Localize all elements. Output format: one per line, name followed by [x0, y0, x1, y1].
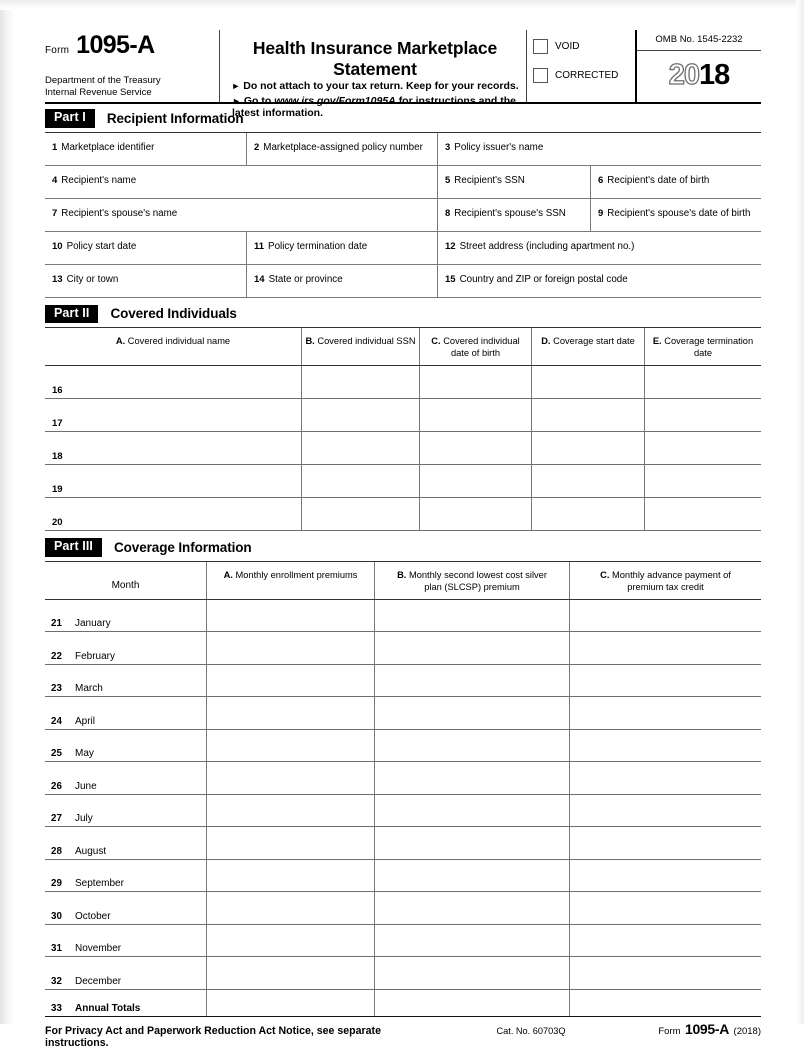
field-3-label: Policy issuer's name [454, 141, 544, 153]
column-header-slcsp-premium [374, 562, 569, 599]
field-12-number: 12 [445, 240, 456, 252]
p3-col-b-label: Monthly second lowest cost silver [408, 569, 547, 580]
part-3-tag: Part III [45, 538, 102, 557]
cell-covered-ssn[interactable] [301, 366, 419, 398]
p3-col-b-label2: plan (SLCSP) premium [424, 581, 520, 592]
cell-slcsp-premium[interactable] [374, 827, 569, 859]
cell-annual-slcsp-premium[interactable] [374, 990, 569, 1016]
col-e-label: Coverage termination date [664, 336, 754, 359]
col-e-key: E. [652, 336, 662, 346]
month-row [45, 795, 761, 828]
corrected-label: CORRECTED [555, 70, 619, 81]
cell-covered-name[interactable] [45, 432, 301, 464]
month-row-number: 23 [51, 683, 62, 695]
tax-year [669, 61, 730, 90]
tax-year-suffix: 18 [699, 59, 730, 91]
irs-form-url[interactable]: www.irs.gov/Form1095A [274, 95, 396, 107]
cell-covered-name[interactable] [45, 498, 301, 530]
field-spouse-dob[interactable] [590, 199, 761, 231]
table-row [45, 432, 761, 465]
page-edge-shadow-right [796, 0, 804, 1024]
cell-advance-payment[interactable] [569, 892, 761, 924]
col-b-key: B. [305, 336, 315, 346]
part-2-title: Covered Individuals [110, 306, 237, 322]
cell-covered-dob[interactable] [419, 432, 531, 464]
cell-enrollment-premium[interactable] [206, 665, 374, 697]
page-title: Health Insurance Marketplace Statement [252, 38, 498, 79]
cell-enrollment-premium[interactable] [206, 860, 374, 892]
p3-col-a-key: A. [223, 569, 233, 580]
month-row-number: 28 [51, 845, 62, 857]
month-row [45, 827, 761, 860]
field-13-number: 13 [52, 273, 63, 285]
month-label-cell [45, 860, 206, 892]
cell-slcsp-premium[interactable] [374, 860, 569, 892]
month-row [45, 925, 761, 958]
cell-coverage-start[interactable] [531, 399, 644, 431]
month-row-number: 22 [51, 650, 62, 662]
field-10-label: Policy start date [66, 240, 137, 252]
part-2-banner [45, 298, 761, 328]
month-row [45, 632, 761, 665]
page-edge-shadow-left [0, 0, 14, 1024]
col-c-label2: date of birth [450, 348, 501, 359]
page-edge-shadow-top [0, 0, 804, 10]
month-row-number: 27 [51, 813, 62, 825]
cell-enrollment-premium[interactable] [206, 795, 374, 827]
footer-form-word: Form [658, 1025, 681, 1037]
field-spouse-ssn[interactable] [437, 199, 590, 231]
month-label-cell [45, 925, 206, 957]
col-c-label: Covered individual [443, 336, 520, 346]
header-checkbox-group [527, 30, 637, 102]
cell-enrollment-premium[interactable] [206, 925, 374, 957]
month-row [45, 697, 761, 730]
field-marketplace-policy-number[interactable] [246, 133, 437, 165]
field-9-number: 9 [598, 207, 604, 219]
cell-enrollment-premium[interactable] [206, 957, 374, 989]
part-1-row-2 [45, 166, 761, 199]
omb-number: OMB No. 1545-2232 [637, 30, 761, 51]
field-4-number: 4 [52, 174, 58, 186]
month-name: November [75, 943, 122, 955]
part-2-table-header [45, 328, 761, 366]
arrow-right-icon-2: ► [232, 96, 241, 106]
part-1-tag: Part I [45, 109, 95, 128]
field-5-number: 5 [445, 174, 451, 186]
field-policy-termination-date[interactable] [246, 232, 437, 264]
part-2-tag: Part II [45, 305, 98, 324]
tax-year-block [637, 51, 761, 102]
instruction-line-2 [230, 95, 520, 119]
issuing-agency [45, 75, 211, 102]
cell-advance-payment[interactable] [569, 795, 761, 827]
table-row [45, 399, 761, 432]
cell-covered-ssn[interactable] [301, 399, 419, 431]
month-name: February [75, 650, 116, 662]
cell-enrollment-premium[interactable] [206, 730, 374, 762]
cell-covered-dob[interactable] [419, 399, 531, 431]
column-header-covered-name [45, 328, 301, 365]
column-header-coverage-termination [644, 328, 761, 365]
field-5-label: Recipient's SSN [454, 174, 525, 186]
field-2-label: Marketplace-assigned policy number [263, 141, 423, 153]
field-12-label: Street address (including apartment no.) [459, 240, 635, 252]
cell-slcsp-premium[interactable] [374, 600, 569, 632]
instruction-line-1 [230, 80, 520, 92]
void-label: VOID [555, 41, 580, 52]
cell-slcsp-premium[interactable] [374, 665, 569, 697]
column-header-advance-payment [569, 562, 761, 599]
footer-form-year: (2018) [733, 1025, 761, 1037]
field-8-label: Recipient's spouse's SSN [454, 207, 566, 219]
month-row-number: 30 [51, 910, 62, 922]
month-name: April [75, 715, 96, 727]
cell-advance-payment[interactable] [569, 827, 761, 859]
field-1-label: Marketplace identifier [61, 141, 155, 153]
cell-slcsp-premium[interactable] [374, 697, 569, 729]
cell-coverage-start[interactable] [531, 465, 644, 497]
month-label-cell [45, 762, 206, 794]
form-word-label: Form [45, 45, 70, 56]
field-recipient-name[interactable] [45, 166, 437, 198]
field-14-number: 14 [254, 273, 265, 285]
cell-advance-payment[interactable] [569, 665, 761, 697]
month-label-cell [45, 697, 206, 729]
field-9-label: Recipient's spouse's date of birth [607, 207, 751, 219]
field-6-label: Recipient's date of birth [607, 174, 710, 186]
header-omb-block [637, 30, 761, 102]
cell-slcsp-premium[interactable] [374, 892, 569, 924]
field-15-label: Country and ZIP or foreign postal code [459, 273, 628, 285]
col-a-key: A. [115, 336, 126, 346]
p3-col-c-key: C. [600, 569, 610, 580]
header-form-identity [45, 30, 220, 102]
field-3-number: 3 [445, 141, 451, 153]
month-label-cell [45, 632, 206, 664]
column-header-covered-ssn [301, 328, 419, 365]
cell-enrollment-premium[interactable] [206, 697, 374, 729]
row-number: 20 [52, 517, 63, 529]
month-label-cell [45, 827, 206, 859]
cell-slcsp-premium[interactable] [374, 925, 569, 957]
table-row [45, 498, 761, 531]
cell-slcsp-premium[interactable] [374, 730, 569, 762]
void-checkbox-row[interactable] [533, 39, 635, 54]
field-14-label: State or province [268, 273, 343, 285]
cell-covered-name[interactable] [45, 465, 301, 497]
part-1-fields [45, 132, 761, 298]
corrected-checkbox-row[interactable] [533, 68, 635, 83]
month-name: June [75, 780, 97, 792]
month-label-cell [45, 795, 206, 827]
month-row-number: 32 [51, 975, 62, 987]
cell-slcsp-premium[interactable] [374, 762, 569, 794]
cell-coverage-start[interactable] [531, 366, 644, 398]
cell-covered-name[interactable] [45, 399, 301, 431]
footer-form-number: 1095-A [684, 1020, 730, 1037]
col-c-key: C. [431, 336, 441, 346]
field-street-address[interactable] [437, 232, 761, 264]
field-15-number: 15 [445, 273, 456, 285]
month-label-cell [45, 665, 206, 697]
month-row [45, 762, 761, 795]
col-d-label: Coverage start date [553, 336, 635, 346]
cell-annual-advance-payment[interactable] [569, 990, 761, 1016]
month-name: August [75, 845, 107, 857]
cell-enrollment-premium[interactable] [206, 632, 374, 664]
month-row [45, 600, 761, 633]
cell-covered-ssn[interactable] [301, 465, 419, 497]
cell-enrollment-premium[interactable] [206, 600, 374, 632]
form-identifier [45, 30, 211, 58]
cell-covered-ssn[interactable] [301, 432, 419, 464]
month-name: December [75, 975, 122, 987]
cell-advance-payment[interactable] [569, 730, 761, 762]
cell-coverage-termination[interactable] [644, 432, 761, 464]
table-row [45, 465, 761, 498]
field-spouse-name[interactable] [45, 199, 437, 231]
field-recipient-dob[interactable] [590, 166, 761, 198]
part-1-row-4 [45, 232, 761, 265]
table-row [45, 366, 761, 399]
field-11-label: Policy termination date [268, 240, 368, 252]
row-number: 17 [52, 418, 63, 430]
cell-coverage-start[interactable] [531, 498, 644, 530]
month-name: July [75, 813, 93, 825]
cell-slcsp-premium[interactable] [374, 632, 569, 664]
privacy-act-notice: For Privacy Act and Paperwork Reduction Act Notice, see separate instructions. [45, 1024, 381, 1049]
part-2-table [45, 327, 761, 531]
column-header-covered-dob [419, 328, 531, 365]
annual-totals-label: Annual Totals [75, 1002, 141, 1014]
part-3-title: Coverage Information [114, 539, 252, 555]
void-checkbox[interactable] [533, 39, 548, 54]
cell-covered-dob[interactable] [419, 498, 531, 530]
footer-form-identifier [621, 1021, 761, 1039]
part-3-banner [45, 531, 761, 561]
p3-col-b-key: B. [397, 569, 407, 580]
cell-covered-ssn[interactable] [301, 498, 419, 530]
month-label-cell [45, 957, 206, 989]
row-number: 16 [52, 385, 63, 397]
agency-line-2: Internal Revenue Service [45, 86, 152, 98]
cell-slcsp-premium[interactable] [374, 957, 569, 989]
cell-coverage-termination[interactable] [644, 465, 761, 497]
tax-year-prefix: 20 [668, 59, 699, 91]
month-name: March [75, 683, 103, 695]
month-row-number: 25 [51, 748, 62, 760]
header-instructions [230, 80, 520, 122]
form-sheet [45, 30, 761, 1049]
cell-advance-payment[interactable] [569, 632, 761, 664]
month-row [45, 860, 761, 893]
cell-advance-payment[interactable] [569, 860, 761, 892]
field-7-label: Recipient's spouse's name [61, 207, 178, 219]
cell-slcsp-premium[interactable] [374, 795, 569, 827]
p3-col-c-label: Monthly advance payment of [612, 569, 731, 580]
field-state-or-province[interactable] [246, 265, 437, 297]
month-label-cell [45, 600, 206, 632]
part-3-table [45, 561, 761, 1017]
cell-advance-payment[interactable] [569, 697, 761, 729]
month-name: May [75, 748, 94, 760]
row-number: 18 [52, 451, 63, 463]
cell-advance-payment[interactable] [569, 925, 761, 957]
month-name: September [75, 878, 124, 890]
cell-covered-dob[interactable] [419, 366, 531, 398]
part-1-row-3 [45, 199, 761, 232]
annual-totals-label-cell [45, 990, 206, 1016]
cell-coverage-start[interactable] [531, 432, 644, 464]
cell-advance-payment[interactable] [569, 762, 761, 794]
month-row [45, 957, 761, 990]
col-a-label: Covered individual name [127, 336, 231, 346]
field-4-label: Recipient's name [61, 174, 137, 186]
cell-covered-name[interactable] [45, 366, 301, 398]
month-row [45, 892, 761, 925]
field-13-label: City or town [66, 273, 119, 285]
field-8-number: 8 [445, 207, 451, 219]
cell-coverage-termination[interactable] [644, 399, 761, 431]
part-1-row-5 [45, 265, 761, 298]
corrected-checkbox[interactable] [533, 68, 548, 83]
month-label-cell [45, 730, 206, 762]
header-title-block [220, 30, 527, 119]
field-11-number: 11 [254, 240, 265, 252]
cell-advance-payment[interactable] [569, 600, 761, 632]
cell-enrollment-premium[interactable] [206, 827, 374, 859]
form-footer [45, 1017, 761, 1049]
cell-covered-dob[interactable] [419, 465, 531, 497]
agency-line-1: Department of the Treasury [45, 74, 161, 86]
instruction-line-1-text: Do not attach to your tax return. Keep for your records. [243, 80, 519, 92]
annual-totals-row-number: 33 [51, 1002, 62, 1014]
annual-totals-row [45, 990, 761, 1017]
field-policy-start-date[interactable] [45, 232, 246, 264]
field-2-number: 2 [254, 141, 260, 153]
field-marketplace-identifier[interactable] [45, 133, 246, 165]
month-row-number: 21 [51, 618, 62, 630]
part-1-row-1 [45, 133, 761, 166]
field-country-and-zip[interactable] [437, 265, 761, 297]
month-label-cell [45, 892, 206, 924]
field-recipient-ssn[interactable] [437, 166, 590, 198]
month-row [45, 730, 761, 763]
form-number: 1095-A [76, 31, 155, 59]
field-policy-issuer-name[interactable] [437, 133, 761, 165]
cell-advance-payment[interactable] [569, 957, 761, 989]
field-6-number: 6 [598, 174, 604, 186]
month-row-number: 31 [51, 943, 62, 955]
cell-enrollment-premium[interactable] [206, 762, 374, 794]
column-header-month [45, 562, 206, 599]
cell-enrollment-premium[interactable] [206, 892, 374, 924]
catalog-number: Cat. No. 60703Q [496, 1025, 566, 1036]
p3-col-a-label: Monthly enrollment premiums [235, 569, 358, 580]
month-row-number: 26 [51, 780, 62, 792]
month-name: January [75, 618, 111, 630]
p3-col-c-label2: premium tax credit [627, 581, 704, 592]
field-7-number: 7 [52, 207, 58, 219]
cell-coverage-termination[interactable] [644, 366, 761, 398]
cell-annual-enrollment-premium[interactable] [206, 990, 374, 1016]
col-b-label: Covered individual SSN [317, 336, 416, 346]
column-header-coverage-start [531, 328, 644, 365]
month-header-label: Month [111, 579, 140, 591]
arrow-right-icon: ► [231, 81, 241, 91]
month-name: October [75, 910, 111, 922]
part-1-title: Recipient Information [106, 110, 244, 126]
cell-coverage-termination[interactable] [644, 498, 761, 530]
month-row-number: 29 [51, 878, 62, 890]
month-row-number: 24 [51, 715, 62, 727]
instruction-line-2-tail: for instructions and the latest information. [232, 95, 516, 119]
part-3-table-header [45, 562, 761, 600]
field-city-or-town[interactable] [45, 265, 246, 297]
field-1-number: 1 [52, 141, 58, 153]
row-number: 19 [52, 484, 63, 496]
field-10-number: 10 [52, 240, 63, 252]
instruction-goto-label: Go to [243, 95, 272, 107]
column-header-enrollment-premiums [206, 562, 374, 599]
col-d-key: D. [541, 336, 551, 346]
month-row [45, 665, 761, 698]
